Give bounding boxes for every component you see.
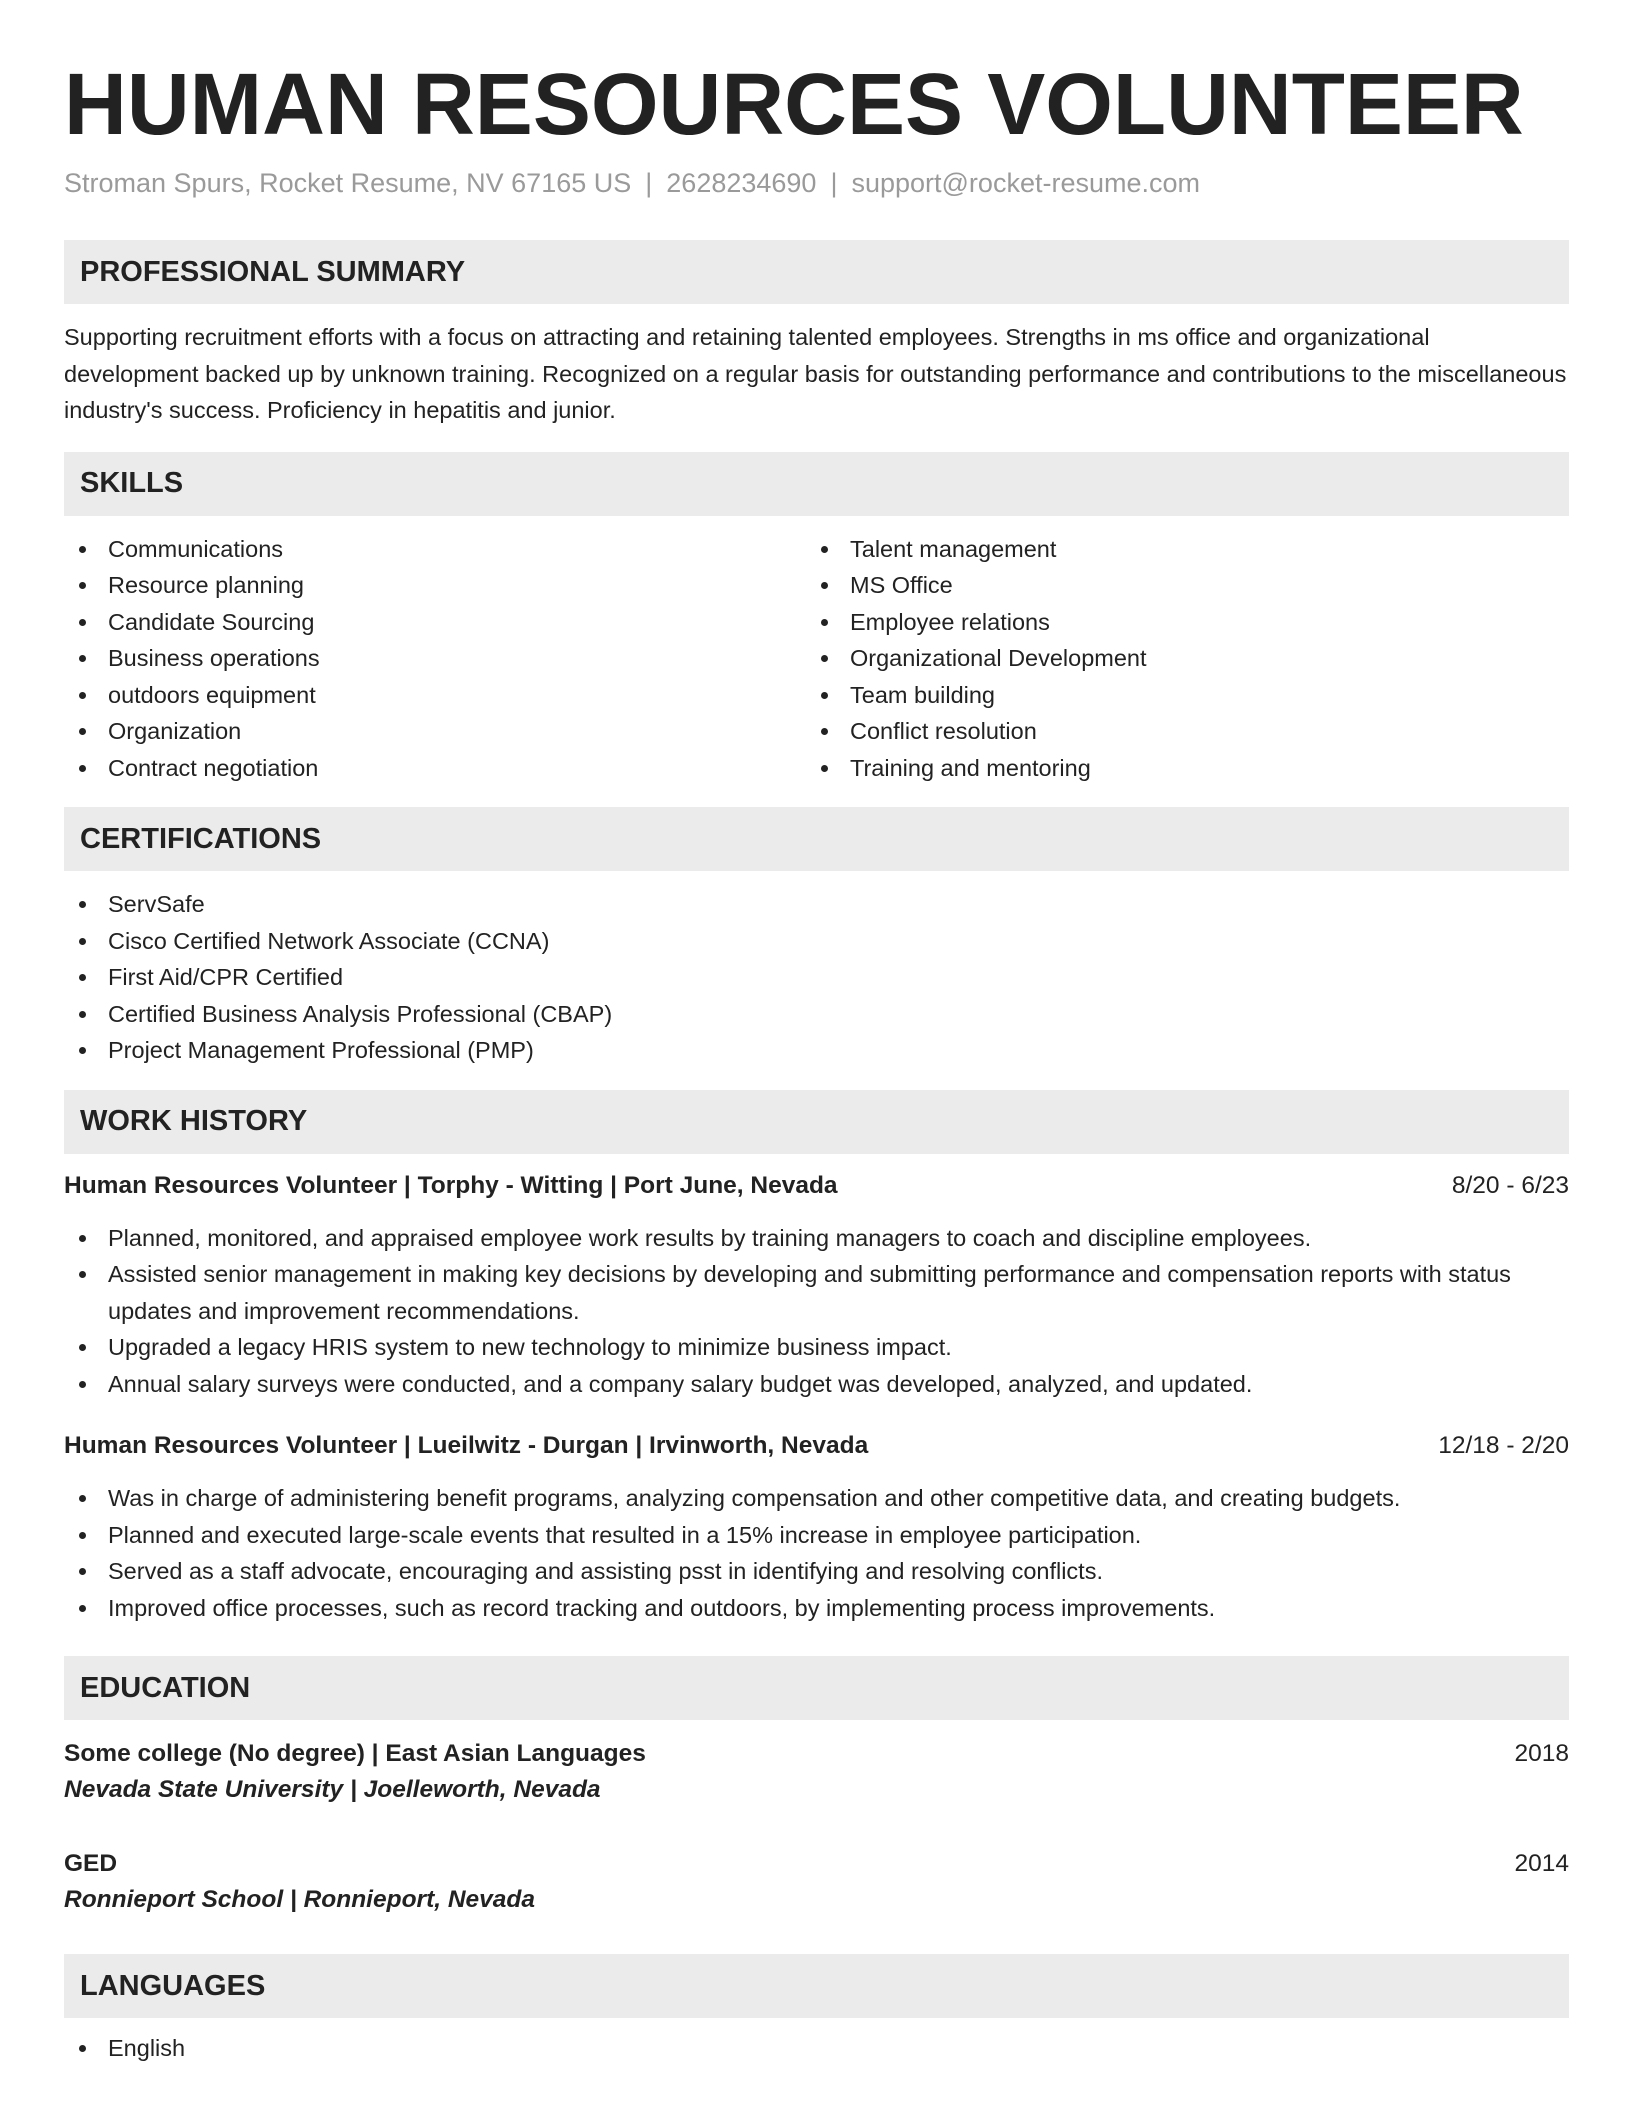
education-degree: GED (64, 1850, 118, 1877)
contact-email[interactable]: support@rocket-resume.com (851, 168, 1200, 198)
list-item: Training and mentoring (806, 750, 1548, 787)
certifications-list (64, 886, 1569, 1069)
list-item: Candidate Sourcing (64, 604, 806, 641)
list-item: Planned and executed large-scale events that resulted in a 15% increase in employee participation. (64, 1517, 1569, 1554)
list-item: Assisted senior management in making key decisions by developing and submitting performance and compensation reports with status updates and improvement recommendations. (64, 1256, 1569, 1329)
job-title: Human Resources Volunteer | Lueilwitz - Durgan | Irvinworth, Nevada (64, 1432, 869, 1459)
education-year: 2014 (1514, 1850, 1569, 1877)
list-item: Team building (806, 677, 1548, 714)
list-item: Certified Business Analysis Professional (CBAP) (64, 996, 1569, 1033)
list-item: Talent management (806, 531, 1548, 568)
job-entry (64, 1168, 1569, 1403)
list-item: First Aid/CPR Certified (64, 959, 1569, 996)
contact-separator: | (645, 168, 653, 198)
list-item: Annual salary surveys were conducted, and a company salary budget was developed, analyzed, and updated. (64, 1366, 1569, 1403)
contact-address: Stroman Spurs, Rocket Resume, NV 67165 US (64, 168, 632, 198)
education-school: Nevada State University | Joelleworth, Nevada (64, 1776, 601, 1803)
list-item: Organizational Development (806, 640, 1548, 677)
contact-phone: 2628234690 (666, 168, 817, 198)
job-title: Human Resources Volunteer | Torphy - Witting | Port June, Nevada (64, 1171, 838, 1199)
list-item: Upgraded a legacy HRIS system to new technology to minimize business impact. (64, 1329, 1569, 1366)
list-item: Organization (64, 713, 806, 750)
list-item: ServSafe (64, 886, 1569, 923)
job-duties-list (64, 1480, 1569, 1626)
education-header (64, 1846, 1569, 1882)
candidate-name: HUMAN RESOURCES VOLUNTEER (64, 56, 1524, 153)
list-item: Was in charge of administering benefit programs, analyzing compensation and other competitive data, and creating budgets. (64, 1480, 1569, 1517)
job-duties-list (64, 1220, 1569, 1403)
job-dates: 8/20 - 6/23 (1451, 1171, 1569, 1199)
list-item: Business operations (64, 640, 806, 677)
resume-page (64, 0, 1569, 2067)
list-item: Conflict resolution (806, 713, 1548, 750)
education-school: Ronnieport School | Ronnieport, Nevada (64, 1886, 536, 1913)
education-entry (64, 1736, 1569, 1808)
list-item: Served as a staff advocate, encouraging and assisting psst in identifying and resolving conflicts. (64, 1553, 1569, 1590)
list-item: MS Office (806, 567, 1548, 604)
section-heading-languages: LANGUAGES (64, 1954, 1569, 2018)
education-year: 2018 (1514, 1740, 1569, 1767)
education-header (64, 1736, 1569, 1772)
section-heading-summary: PROFESSIONAL SUMMARY (64, 240, 1569, 304)
education-entry (64, 1846, 1569, 1918)
section-heading-certifications: CERTIFICATIONS (64, 807, 1569, 871)
section-heading-education: EDUCATION (64, 1656, 1569, 1720)
list-item: Project Management Professional (PMP) (64, 1032, 1569, 1069)
summary-text: Supporting recruitment efforts with a focus on attracting and retaining talented employees. Strengths in ms office and organizational development backed up by unknown training. Recognized on a regular basis for outstanding performance and contributions to the miscellaneous industry's success. Proficiency in hepatitis and junior. (64, 324, 1567, 423)
job-entry (64, 1428, 1569, 1626)
skills-column-left (64, 531, 806, 787)
list-item: Improved office processes, such as record tracking and outdoors, by implementing process improvements. (64, 1590, 1569, 1627)
job-header (64, 1168, 1569, 1204)
list-item: Cisco Certified Network Associate (CCNA) (64, 923, 1569, 960)
section-heading-work-history: WORK HISTORY (64, 1090, 1569, 1154)
list-item: English (64, 2030, 1569, 2067)
list-item: Contract negotiation (64, 750, 806, 787)
education-degree: Some college (No degree) | East Asian Languages (64, 1740, 646, 1767)
list-item: Resource planning (64, 567, 806, 604)
skills-list (64, 531, 1569, 787)
section-heading-skills: SKILLS (64, 452, 1569, 516)
list-item: Planned, monitored, and appraised employee work results by training managers to coach and discipline employees. (64, 1220, 1569, 1257)
job-dates: 12/18 - 2/20 (1438, 1432, 1569, 1459)
job-header (64, 1428, 1569, 1464)
contact-line (64, 166, 1569, 200)
list-item: Employee relations (806, 604, 1548, 641)
list-item: outdoors equipment (64, 677, 806, 714)
contact-separator: | (830, 168, 838, 198)
skills-column-right (806, 531, 1548, 787)
list-item: Communications (64, 531, 806, 568)
languages-list (64, 2030, 1569, 2067)
